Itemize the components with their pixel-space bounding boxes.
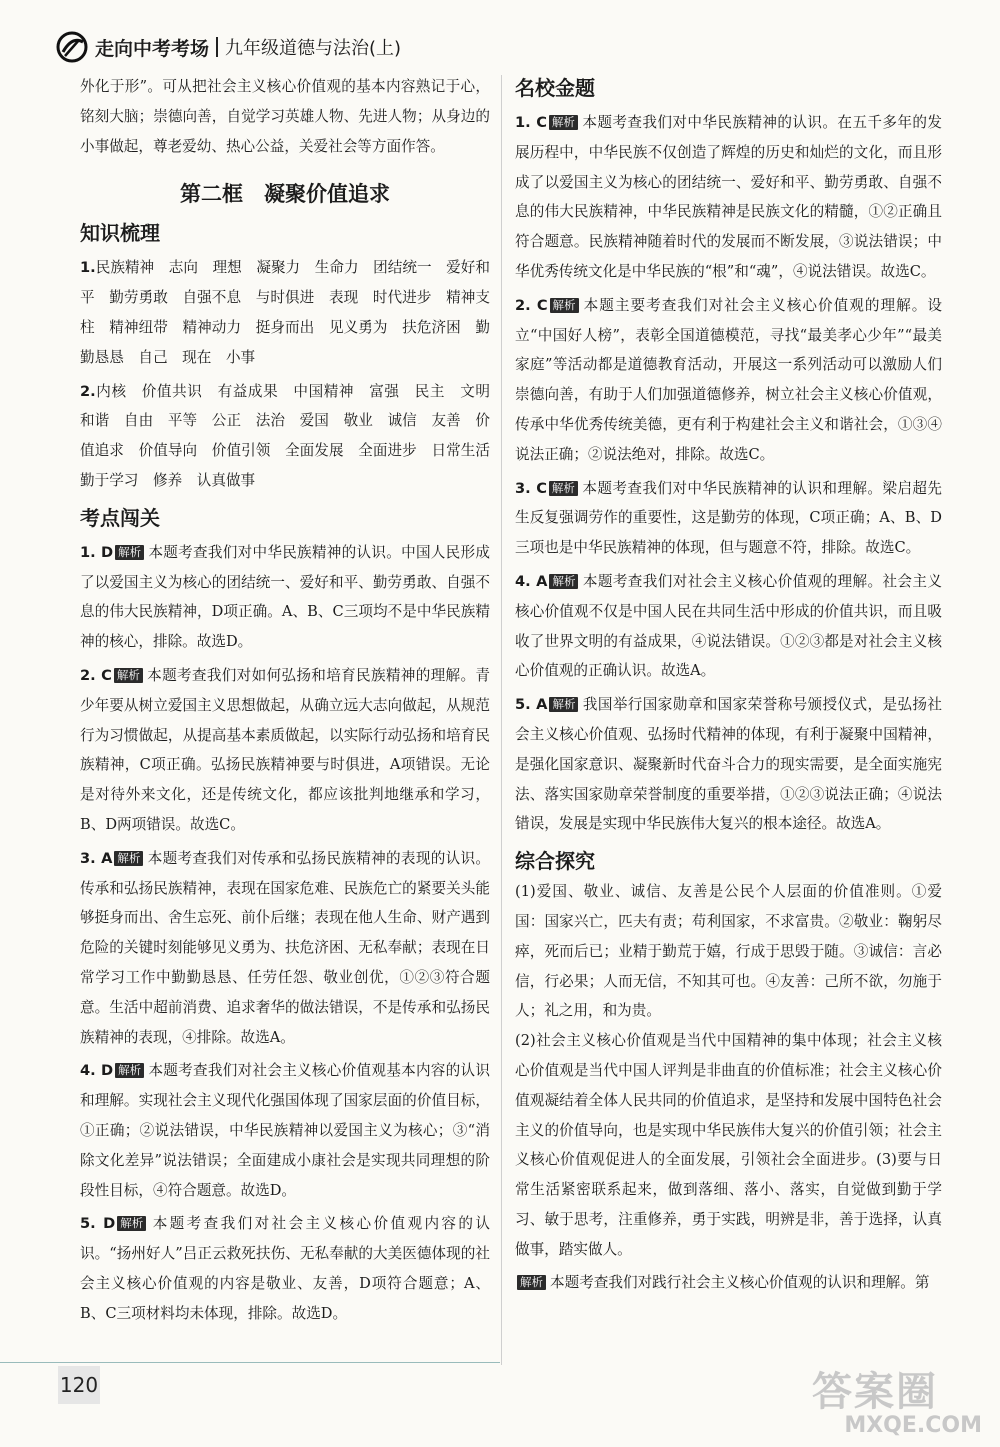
column-divider xyxy=(501,75,502,1365)
answer-item xyxy=(80,538,490,657)
page-number: 120 xyxy=(58,1366,100,1404)
page-header xyxy=(55,30,401,64)
left-column xyxy=(80,72,505,1328)
explore-paragraph: (2)社会主义核心价值观是当代中国精神的集中体现；社会主义核心价值观是当代中国人评判是非曲直的价值标准；社会主义核心价值观凝结着全体人民共同的价值追求，是坚持和发展中国特色社会主义的价值导向，也是实现中华民族伟大复兴的价值引领；社会主义核心价值观促进人的全面发展，引领社会全面进步。(3)要与日常生活紧密联系起来，做到落细、落小、落实，自觉做到勤于学习、敏于思考，注重修养，勇于实践，明辨是非，善于选择，认真做事，踏实做人。 xyxy=(515,1032,942,1258)
analysis-tag: 解析 xyxy=(114,668,143,683)
lesson-title: 第二框 凝聚价值追求 xyxy=(180,182,390,207)
item-number: 1. xyxy=(80,259,96,277)
answer-item xyxy=(80,661,490,840)
answer-number: 4. D xyxy=(80,1062,114,1080)
answer-text: 本题主要考查我们对社会主义核心价值观的理解。设立“中国好人榜”，表彰全国道德模范，寻找“最美孝心少年”“最美家庭”等活动都是道德教育活动，开展这一系列活动可以激励人们崇德向善，有助于人们加强道德修养，树立社会主义核心价值观，传承中华优秀传统美德，更有利于构建社会主义和谐社会，①③④说法正确；②说法绝对，排除。故选C。 xyxy=(515,296,942,463)
footer-rule xyxy=(0,1362,500,1363)
answer-text: 我国举行国家勋章和国家荣誉称号颁授仪式，是弘扬社会主义核心价值观、弘扬时代精神的体现，有利于凝聚中国精神，是强化国家意识、凝聚新时代奋斗合力的现实需要，是全面实施宪法、落实国家勋章荣誉制度的重要举措，①②③说法正确；④说法错误，发展是实现中华民族伟大复兴的根本途径。故选A。 xyxy=(515,696,942,833)
analysis-tag: 解析 xyxy=(517,1275,546,1290)
item-number: 2. xyxy=(80,382,96,400)
section-title-knowledge: 知识梳理 xyxy=(80,221,160,246)
answer-number: 4. A xyxy=(515,572,548,590)
analysis-tag: 解析 xyxy=(549,574,578,589)
answer-item xyxy=(515,690,942,839)
answer-item xyxy=(80,844,490,1053)
section-title-explore: 综合探究 xyxy=(515,849,595,874)
answer-number: 3. A xyxy=(80,849,113,867)
knowledge-item xyxy=(80,377,505,496)
intro-paragraph: 外化于形”。可从把社会主义核心价值观的基本内容熟记于心，铭刻大脑；崇德向善，自觉学习英雄人物、先进人物；从身边的小事做起，尊老爱幼、热心公益，关爱社会等方面作答。 xyxy=(80,78,490,155)
analysis-tag: 解析 xyxy=(115,1063,144,1078)
section-title-practice: 考点闯关 xyxy=(80,505,160,530)
answer-item xyxy=(80,1056,490,1205)
analysis-tag: 解析 xyxy=(550,298,579,313)
answer-number: 2. C xyxy=(80,666,112,684)
book-subtitle: 九年级道德与法治(上) xyxy=(225,38,402,59)
right-column xyxy=(515,72,942,1298)
analysis-text: 本题考查我们对践行社会主义核心价值观的认识和理解。第 xyxy=(550,1274,930,1292)
analysis-tag: 解析 xyxy=(549,481,578,496)
answer-number: 1. D xyxy=(80,543,114,561)
section-title-famous: 名校金题 xyxy=(515,76,595,100)
answer-number: 5. D xyxy=(80,1215,116,1233)
analysis-tag: 解析 xyxy=(549,115,578,130)
item-text: 民族精神 志向 理想 凝聚力 生命力 团结统一 爱好和平 勤劳勇敢 自强不息 与时俱进 表现 时代进步 精神支柱 精神纽带 精神动力 挺身而出 见义勇为 扶危济困 勤勤恳恳 自己 现在 小事 xyxy=(80,259,490,366)
answer-text: 本题考查我们对社会主义核心价值观内容的认识。“扬州好人”吕正云救死扶伤、无私奉献的大美医德体现的社会主义核心价值观的内容是敬业、友善，D项符合题意；A、B、C三项材料均未体现，排除。故选D。 xyxy=(80,1215,490,1322)
answer-text: 本题考查我们对如何弘扬和培育民族精神的理解。青少年要从树立爱国主义思想做起，从确立远大志向做起，从规范行为习惯做起，从提高基本素质做起，以实际行动弘扬和培育民族精神，C项正确。弘扬民族精神要与时俱进，A项错误。无论是对待外来文化，还是传统文化，都应该批判地继承和学习，B、D两项错误。故选C。 xyxy=(80,666,490,833)
answer-text: 本题考查我们对传承和弘扬民族精神的表现的认识。传承和弘扬民族精神，表现在国家危难、民族危亡的紧要关头能够挺身而出、舍生忘死、前仆后继；表现在他人生命、财产遇到危险的关键时刻能够见义勇为、扶危济困、无私奉献；表现在日常学习工作中勤勤恳恳、任劳任怨、敬业创优，①②③符合题意。生活中超前消费、追求奢华的做法错误，不是传承和弘扬民族精神的表现，④排除。故选A。 xyxy=(80,849,490,1046)
watermark-main: 答案圈 xyxy=(812,1369,938,1415)
answer-item xyxy=(515,567,942,686)
analysis-tag: 解析 xyxy=(549,697,578,712)
brand-title: 走向中考考场 xyxy=(95,37,210,60)
answer-text: 本题考查我们对中华民族精神的认识。中国人民形成了以爱国主义为核心的团结统一、爱好和平、勤劳勇敢、自强不息的伟大民族精神，D项正确。A、B、C三项均不是中华民族精神的核心，排除。故选D。 xyxy=(80,543,490,651)
logo-icon xyxy=(55,30,89,64)
watermark-domain: MXQE.COM xyxy=(844,1413,982,1438)
answer-item xyxy=(515,108,942,287)
answer-number: 3. C xyxy=(515,479,547,497)
analysis-tag: 解析 xyxy=(115,545,144,560)
analysis-tag: 解析 xyxy=(114,851,143,866)
answer-item xyxy=(515,291,942,470)
answer-number: 1. C xyxy=(515,114,547,131)
watermark xyxy=(812,1370,992,1440)
answer-text: 本题考查我们对中华民族精神的认识和理解。梁启超先生反复强调劳作的重要性，这是勤劳的体现，C项正确；A、B、D三项也是中华民族精神的体现，但与题意不符，排除。故选C。 xyxy=(515,479,942,557)
answer-text: 本题考查我们对社会主义核心价值观基本内容的认识和理解。实现社会主义现代化强国体现了国家层面的价值目标，①正确；②说法错误，中华民族精神以爱国主义为核心；③“消除文化差异”说法错误；全面建成小康社会是实现共同理想的阶段性目标，④符合题意。故选D。 xyxy=(80,1062,490,1199)
explore-paragraph: (1)爱国、敬业、诚信、友善是公民个人层面的价值准则。①爱国：国家兴亡，匹夫有责；苟利国家，不求富贵。②敬业：鞠躬尽瘁，死而后已；业精于勤荒于嬉，行成于思毁于随。③诚信：言必信，行必果；人而无信，不知其可也。④友善：己所不欲，勿施于人；礼之用，和为贵。 xyxy=(515,883,942,1020)
item-text: 内核 价值共识 有益成果 中国精神 富强 民主 文明 和谐 自由 平等 公正 法治 爱国 敬业 诚信 友善 价值追求 价值导向 价值引领 全面发展 全面进步 日常生活 勤于学习 修养 认真做事 xyxy=(80,382,505,489)
analysis-tag: 解析 xyxy=(117,1216,146,1231)
answer-number: 5. A xyxy=(515,696,548,714)
knowledge-item xyxy=(80,253,490,372)
explore-analysis xyxy=(515,1268,942,1298)
answer-item xyxy=(515,474,942,563)
answer-number: 2. C xyxy=(515,296,548,314)
answer-text: 本题考查我们对社会主义核心价值观的理解。社会主义核心价值观不仅是中国人民在共同生活中形成的价值共识，而且吸收了世界文明的有益成果，④说法错误。①②③都是对社会主义核心价值观的正确认识。故选A。 xyxy=(515,572,942,680)
answer-item xyxy=(80,1209,490,1328)
header-divider xyxy=(216,37,218,57)
answer-text: 本题考查我们对中华民族精神的认识。在五千多年的发展历程中，中华民族不仅创造了辉煌的历史和灿烂的文化，而且形成了以爱国主义为核心的团结统一、爱好和平、勤劳勇敢、自强不息的伟大民族精神，中华民族精神是民族文化的精髓，①②正确且符合题意。民族精神随着时代的发展而不断发展，③说法错误；中华优秀传统文化是中华民族的“根”和“魂”，④说法错误。故选C。 xyxy=(515,114,942,280)
